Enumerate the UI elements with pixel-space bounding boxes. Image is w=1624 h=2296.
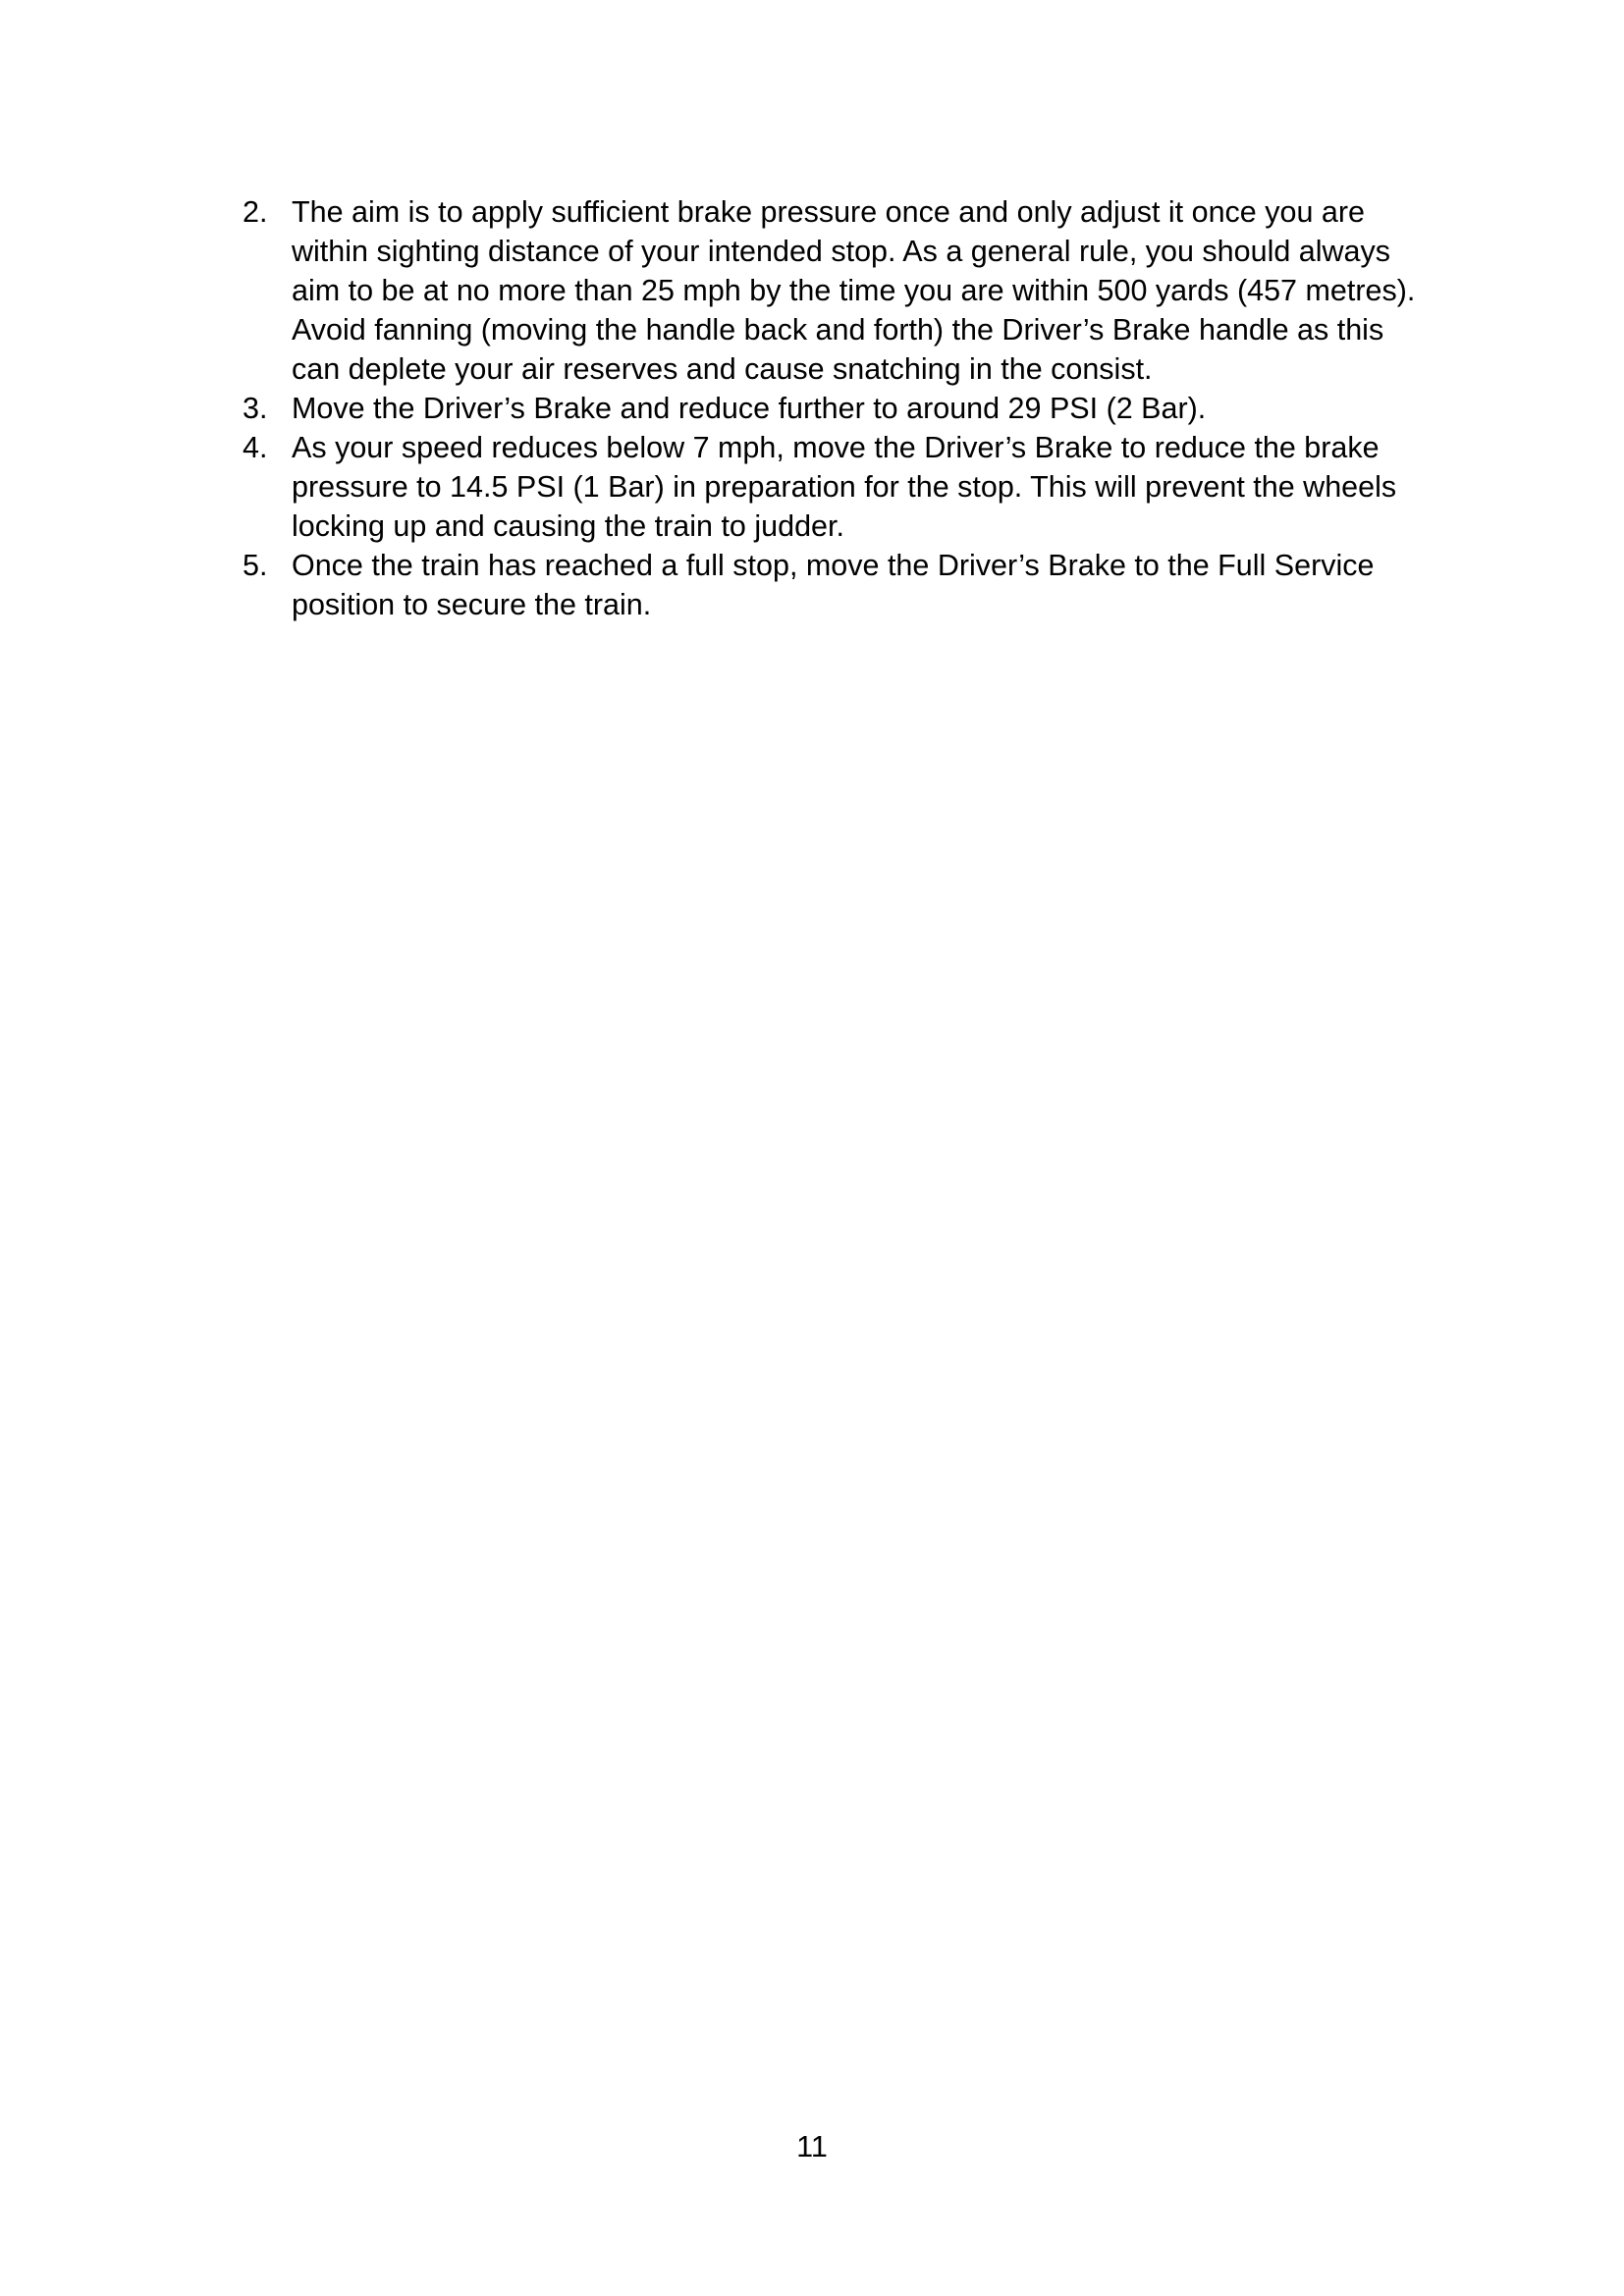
list-item-number: 3. — [243, 392, 268, 425]
list-item-text: Move the Driver’s Brake and reduce further to around 29 PSI (2 Bar). — [292, 392, 1207, 425]
list-item-number: 2. — [243, 195, 268, 229]
list-item — [243, 546, 1428, 624]
page-number: 11 — [796, 2130, 828, 2163]
list-item-text: The aim is to apply sufficient brake pressure once and only adjust it once you are within sighting distance of your intended stop. As a general rule, you should always aim to be at no more than 25 mph by the time you are within 500 yards (457 metres). Avoid fanning (moving the handle back and forth) the Driver’s Brake handle as this can deplete your air reserves and cause snatching in the consist. — [292, 195, 1416, 386]
list-item-number: 4. — [243, 431, 268, 464]
list-item — [243, 389, 1428, 428]
list-item-text: Once the train has reached a full stop, move the Driver’s Brake to the Full Service position to secure the train. — [292, 549, 1375, 621]
list-item — [243, 192, 1428, 389]
list-item-text: As your speed reduces below 7 mph, move the Driver’s Brake to reduce the brake pressure to 14.5 PSI (1 Bar) in preparation for the stop. This will prevent the wheels locking up and causing the train to judder. — [292, 431, 1397, 543]
list-item-number: 5. — [243, 549, 268, 582]
list-item — [243, 428, 1428, 546]
braking-instruction-list — [243, 192, 1428, 624]
